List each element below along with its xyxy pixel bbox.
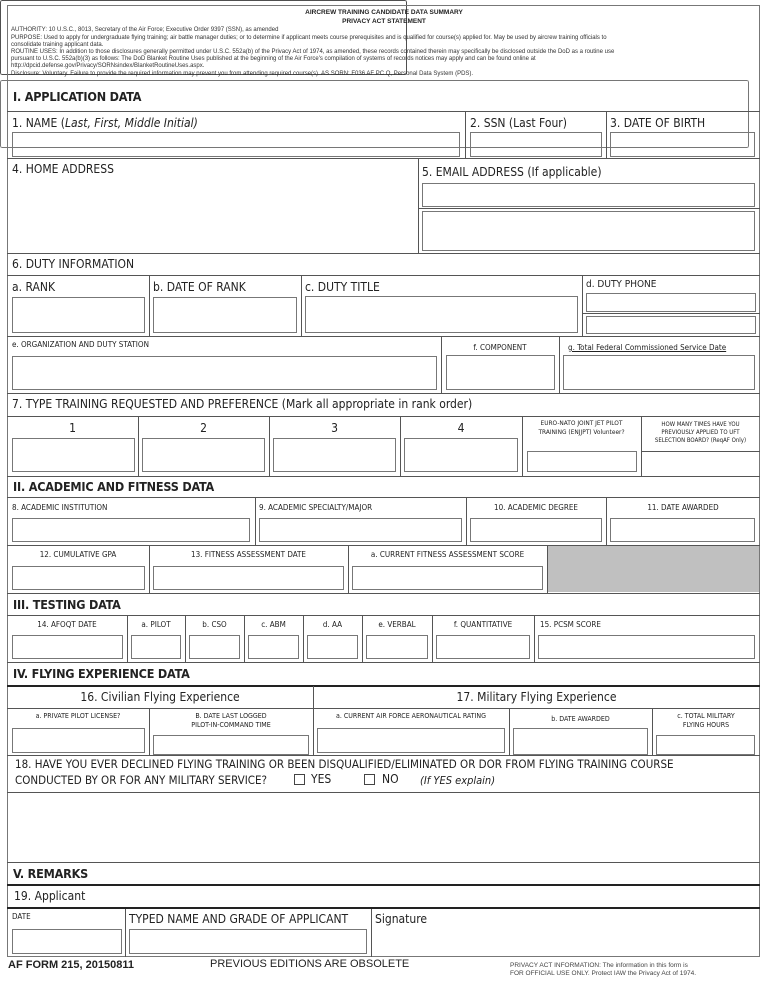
academic-institution-label: 8. ACADEMIC INSTITUTION xyxy=(12,503,108,512)
aa-label: d. AA xyxy=(322,620,343,629)
typed-name-label: TYPED NAME AND GRADE OF APPLICANT xyxy=(129,912,349,926)
form-title: AIRCREW TRAINING CANDIDATE DATA SUMMARY xyxy=(305,9,463,16)
applicant-label: 19. Applicant xyxy=(14,889,86,903)
date-of-rank-label: b. DATE OF RANK xyxy=(153,280,246,294)
abm-label: c. ABM xyxy=(261,620,286,629)
email-input-2[interactable] xyxy=(422,211,755,251)
academic-major-input[interactable] xyxy=(259,518,462,542)
shaded-cell xyxy=(548,546,759,592)
fitness-score-input[interactable] xyxy=(352,566,543,590)
no-label: NO xyxy=(382,772,399,786)
component-input[interactable] xyxy=(446,355,555,390)
no-checkbox[interactable] xyxy=(364,774,375,785)
ssn-label: 2. SSN (Last Four) xyxy=(470,116,567,130)
date-awarded-input[interactable] xyxy=(610,518,755,542)
routine-uses-text: ROUTINE USES: In addition to those disclosures generally permitted under U.S.C. 552a(b) of the Privacy Act of 1974, as amended, these records contained therein may specifically be disclosed outside the DoD as a routine use xyxy=(11,49,615,55)
privacy-footer-1: PRIVACY ACT INFORMATION: The information in this form is xyxy=(510,962,688,969)
pic-time-input[interactable] xyxy=(153,735,309,755)
rank-label: a. RANK xyxy=(12,280,56,294)
duty-phone-label: d. DUTY PHONE xyxy=(586,279,657,290)
dob-label: 3. DATE OF BIRTH xyxy=(610,116,706,130)
date-awarded-label: 11. DATE AWARDED xyxy=(647,503,719,512)
date-label: DATE xyxy=(12,912,31,921)
quantitative-input[interactable] xyxy=(436,635,530,659)
email-label: 5. EMAIL ADDRESS (If applicable) xyxy=(422,165,602,179)
aero-rating-input[interactable] xyxy=(317,728,505,753)
pilot-label: a. PILOT xyxy=(141,620,171,629)
signature-label: Signature xyxy=(375,912,428,926)
verbal-label: e. VERBAL xyxy=(378,620,416,629)
duty-phone-input-2[interactable] xyxy=(586,316,756,334)
mil-hours-input[interactable] xyxy=(656,735,755,755)
enjjpt-label: EURO-NATO JOINT JET PILOT TRAINING (ENJJPT) Volunteer? xyxy=(538,419,625,436)
training-type-label: 7. TYPE TRAINING REQUESTED AND PREFERENCE (Mark all appropriate in rank order) xyxy=(12,397,473,411)
date-of-rank-input[interactable] xyxy=(153,297,297,333)
rank-input[interactable] xyxy=(12,297,145,333)
tfcsd-label[interactable]: g. Total Federal Commissioned Service Date xyxy=(568,343,727,352)
ppl-label: a. PRIVATE PILOT LICENSE? xyxy=(35,712,121,720)
mil-hours-label: c. TOTAL MILITARY FLYING HOURS xyxy=(677,712,735,729)
academic-degree-label: 10. ACADEMIC DEGREE xyxy=(494,503,578,512)
aero-rating-label: a. CURRENT AIR FORCE AERONAUTICAL RATING xyxy=(336,712,486,720)
pref-4-label: 4 xyxy=(457,421,465,435)
tfcsd-input[interactable] xyxy=(563,355,755,390)
name-input[interactable] xyxy=(12,132,460,157)
privacy-footer-2: FOR OFFICIAL USE ONLY. Protect IAW the Privacy Act of 1974. xyxy=(510,970,697,977)
pcsm-input[interactable] xyxy=(538,635,755,659)
date-input[interactable] xyxy=(12,929,122,954)
section-testing-data: III. TESTING DATA xyxy=(13,597,121,612)
home-address-label: 4. HOME ADDRESS xyxy=(12,162,114,176)
disclosure-text: Disclosure: Voluntary. Failure to provide the required information may prevent you from attending required course(s). AS SORN: F036 AF PC Q, Personal Data System (PDS). xyxy=(11,71,474,77)
email-input-1[interactable] xyxy=(422,183,755,207)
gpa-label: 12. CUMULATIVE GPA xyxy=(39,550,117,559)
academic-degree-input[interactable] xyxy=(470,518,602,542)
aa-input[interactable] xyxy=(307,635,358,659)
ppl-input[interactable] xyxy=(12,728,145,753)
org-station-label: e. ORGANIZATION AND DUTY STATION xyxy=(12,340,149,349)
section-flying-experience: IV. FLYING EXPERIENCE DATA xyxy=(13,666,190,681)
obsolete-notice: PREVIOUS EDITIONS ARE OBSOLETE xyxy=(210,958,410,970)
q18-label: 18. HAVE YOU EVER DECLINED FLYING TRAINING OR BEEN DISQUALIFIED/ELIMINATED OR DOR FROM FLYING TRAINING COURSE xyxy=(15,757,674,771)
signature-field[interactable] xyxy=(373,930,758,956)
fitness-date-label: 13. FITNESS ASSESSMENT DATE xyxy=(191,550,306,559)
routine-uses-text-2: pursuant to U.S.C. 552a(b)(3) as follows: The DoD Blanket Routine Uses published at the beginning of the Air Force's compilation of systems of records notices may apply and can be found online at xyxy=(11,56,536,62)
q18-label-cont: CONDUCTED BY OR FOR ANY MILITARY SERVICE? xyxy=(15,773,268,787)
quantitative-label: f. QUANTITATIVE xyxy=(453,620,513,629)
academic-institution-input[interactable] xyxy=(12,518,250,542)
duty-info-label: 6. DUTY INFORMATION xyxy=(12,257,135,271)
org-station-input[interactable] xyxy=(12,356,437,390)
yes-checkbox[interactable] xyxy=(294,774,305,785)
pref-4-input[interactable] xyxy=(404,438,518,472)
authority-text: AUTHORITY: 10 U.S.C., 8013, Secretary of the Air Force; Executive Order 9397 (SSN), as amended xyxy=(11,27,279,33)
purpose-text-cont: consolidate training applicant data. xyxy=(11,42,104,48)
pcsm-label: 15. PCSM SCORE xyxy=(540,620,601,629)
afoqt-date-label: 14. AFOQT DATE xyxy=(37,620,97,629)
form-id: AF FORM 215, 20150811 xyxy=(8,959,134,971)
component-label: f. COMPONENT xyxy=(473,343,527,352)
military-exp-label: 17. Military Flying Experience xyxy=(456,690,617,704)
uft-applications-label: HOW MANY TIMES HAVE YOU PREVIOUSLY APPLIED TO UFT SELECTION BOARD? (ReqAF Only) xyxy=(654,421,747,444)
duty-phone-input-1[interactable] xyxy=(586,293,756,312)
pref-2-input[interactable] xyxy=(142,438,265,472)
name-label: 1. NAME (Last, First, Middle Initial) xyxy=(12,116,198,130)
civilian-exp-label: 16. Civilian Flying Experience xyxy=(80,690,240,704)
pref-1-label: 1 xyxy=(69,421,76,435)
academic-major-label: 9. ACADEMIC SPECIALTY/MAJOR xyxy=(259,503,373,512)
fitness-score-label: a. CURRENT FITNESS ASSESSMENT SCORE xyxy=(370,550,525,559)
section-academic-fitness: II. ACADEMIC AND FITNESS DATA xyxy=(13,479,214,494)
mil-date-awarded-input[interactable] xyxy=(513,728,648,755)
pref-3-input[interactable] xyxy=(273,438,396,472)
pref-1-input[interactable] xyxy=(12,438,135,472)
privacy-act-title: PRIVACY ACT STATEMENT xyxy=(342,18,426,25)
gpa-input[interactable] xyxy=(12,566,145,590)
purpose-text: PURPOSE: Used to apply for undergraduate flying training; air battle manager duties; or to determine if applicant meets course prerequisites and is qualified for course(s) applied for. May be used by aircrew training officials to xyxy=(11,35,607,41)
pic-time-label: B. DATE LAST LOGGED PILOT-IN-COMMAND TIME xyxy=(191,712,271,729)
cso-label: b. CSO xyxy=(202,620,227,629)
pilot-input[interactable] xyxy=(131,635,181,659)
typed-name-input[interactable] xyxy=(129,929,367,954)
pref-3-label: 3 xyxy=(331,421,338,435)
pref-2-label: 2 xyxy=(200,421,207,435)
duty-title-input[interactable] xyxy=(305,296,578,333)
section-remarks: V. REMARKS xyxy=(13,866,88,881)
fitness-date-input[interactable] xyxy=(153,566,344,590)
duty-title-label: c. DUTY TITLE xyxy=(305,280,380,294)
afoqt-date-input[interactable] xyxy=(12,635,123,659)
enjjpt-input[interactable] xyxy=(527,451,637,472)
cso-input[interactable] xyxy=(189,635,240,659)
if-yes-explain-label: (If YES explain) xyxy=(420,774,496,787)
uft-applications-input[interactable] xyxy=(643,452,758,474)
section-application-data: I. APPLICATION DATA xyxy=(13,89,142,104)
mil-date-awarded-label: b. DATE AWARDED xyxy=(551,715,610,723)
ssn-input[interactable] xyxy=(470,132,602,157)
dob-input[interactable] xyxy=(610,132,755,157)
verbal-input[interactable] xyxy=(366,635,428,659)
abm-input[interactable] xyxy=(248,635,299,659)
routine-uses-link[interactable]: http://dpcid.defense.gov/Privacy/SORNsindex/BlanketRoutineUses.aspx. xyxy=(11,63,205,69)
yes-label: YES xyxy=(311,772,332,786)
